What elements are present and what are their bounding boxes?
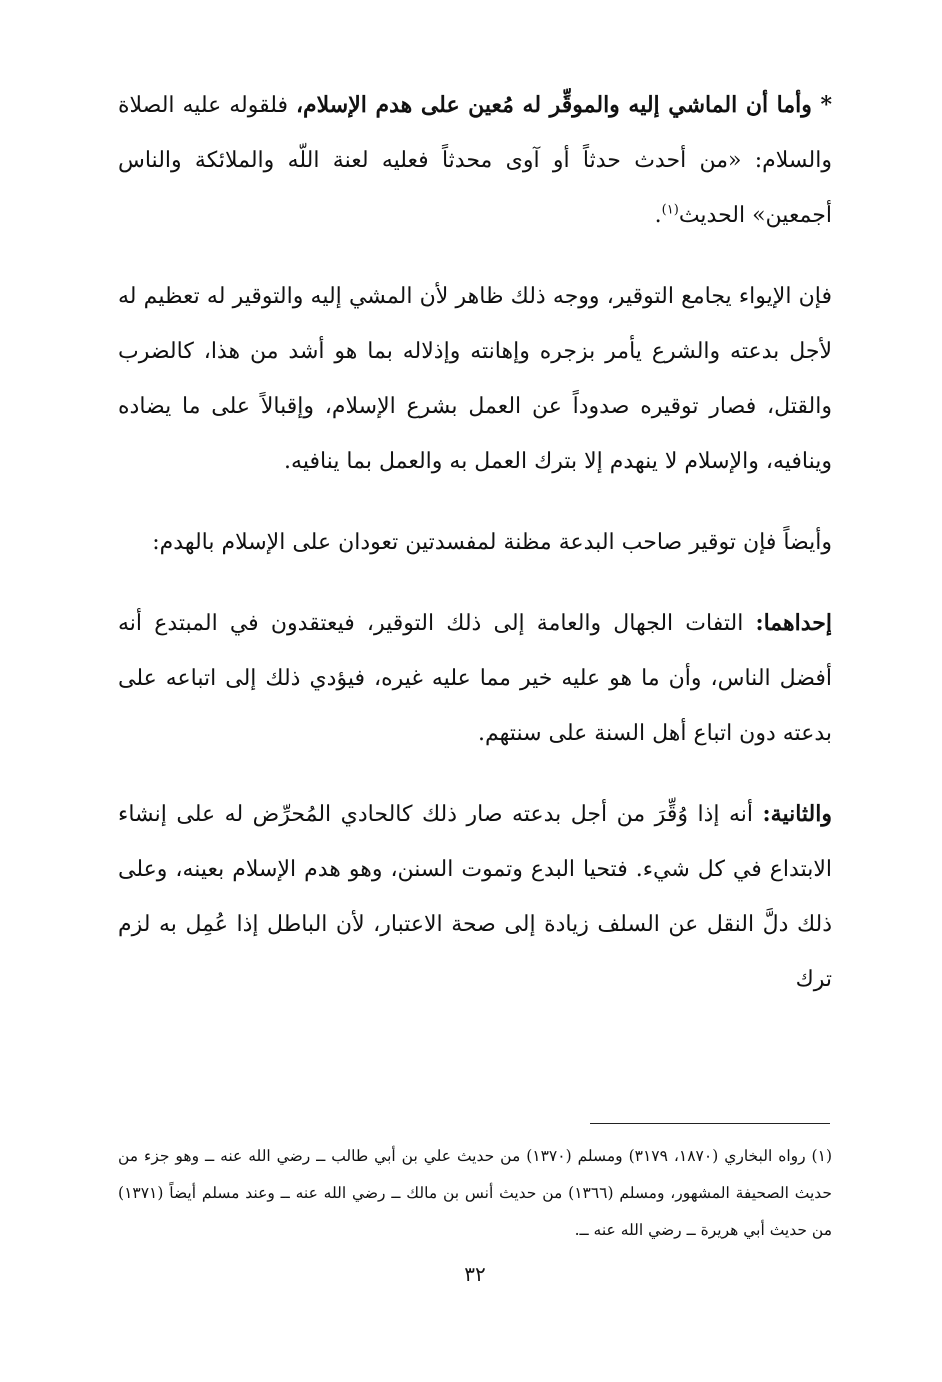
paragraph-2-text: فإن الإيواء يجامع التوقير، ووجه ذلك ظاهر لأن المشي إليه والتوقير له تعظيم له لأجل بدعته والشرع يأمر بزجره وإهانته وإذلاله بما هو أشد من هذا، كالضرب والقتل، فصار توقيره صدوداً عن العمل بشرع الإسلام، وإقبالاً على ما يضاده وينافيه، والإسلام لا ينهدم إلا بترك العمل به والعمل بما ينافيه. xyxy=(118,284,832,474)
paragraph-2 xyxy=(118,269,832,489)
footnote-ref-1: (١) xyxy=(661,202,679,218)
paragraph-3-text: وأيضاً فإن توقير صاحب البدعة مظنة لمفسدتين تعودان على الإسلام بالهدم: xyxy=(152,530,832,555)
paragraph-1-text: فلقوله عليه الصلاة والسلام: «من أحدث حدثاً أو آوى محدثاً فعليه لعنة اللّه والملائكة والناس أجمعين» الحديث xyxy=(118,93,832,228)
paragraph-3 xyxy=(118,515,832,570)
paragraph-4 xyxy=(118,596,832,761)
paragraph-4-lead: إحداهما: xyxy=(755,610,832,636)
paragraph-1-tail: . xyxy=(654,203,662,228)
page-number: ٣٢ xyxy=(464,1262,486,1286)
paragraph-1-lead: * وأما أن الماشي إليه والموقِّر له مُعين على هدم الإسلام، xyxy=(295,92,832,118)
footnote-divider xyxy=(590,1123,830,1124)
paragraph-4-text: التفات الجهال والعامة إلى ذلك التوقير، فيعتقدون في المبتدع أنه أفضل الناس، وأن ما هو عليه خير مما عليه غيره، فيؤدي ذلك إلى اتباعه على بدعته دون اتباع أهل السنة على سنتهم. xyxy=(118,611,832,746)
main-text xyxy=(118,78,832,1007)
footnote: (١) رواه البخاري (١٨٧٠، ٣١٧٩) ومسلم (١٣٧٠) من حديث علي بن أبي طالب ــ رضي الله عنه ــ وهو جزء من حديث الصحيفة المشهور، ومسلم (١٣٦٦) من حديث أنس بن مالك ــ رضي الله عنه ــ وعند مسلم أيضاً (١٣٧١) من حديث أبي هريرة ــ رضي الله عنه ــ. xyxy=(118,1147,832,1239)
paragraph-5-text: أنه إذا وُقِّرَ من أجل بدعته صار ذلك كالحادي المُحرِّض له على إنشاء الابتداع في كل شيء. فتحيا البدع وتموت السنن، وهو هدم الإسلام بعينه، وعلى ذلك دلَّ النقل عن السلف زيادة إلى صحة الاعتبار، لأن الباطل إذا عُمِل به لزم ترك xyxy=(118,802,832,992)
paragraph-1 xyxy=(118,78,832,243)
paragraph-5 xyxy=(118,787,832,1007)
paragraph-5-lead: والثانية: xyxy=(762,801,832,827)
